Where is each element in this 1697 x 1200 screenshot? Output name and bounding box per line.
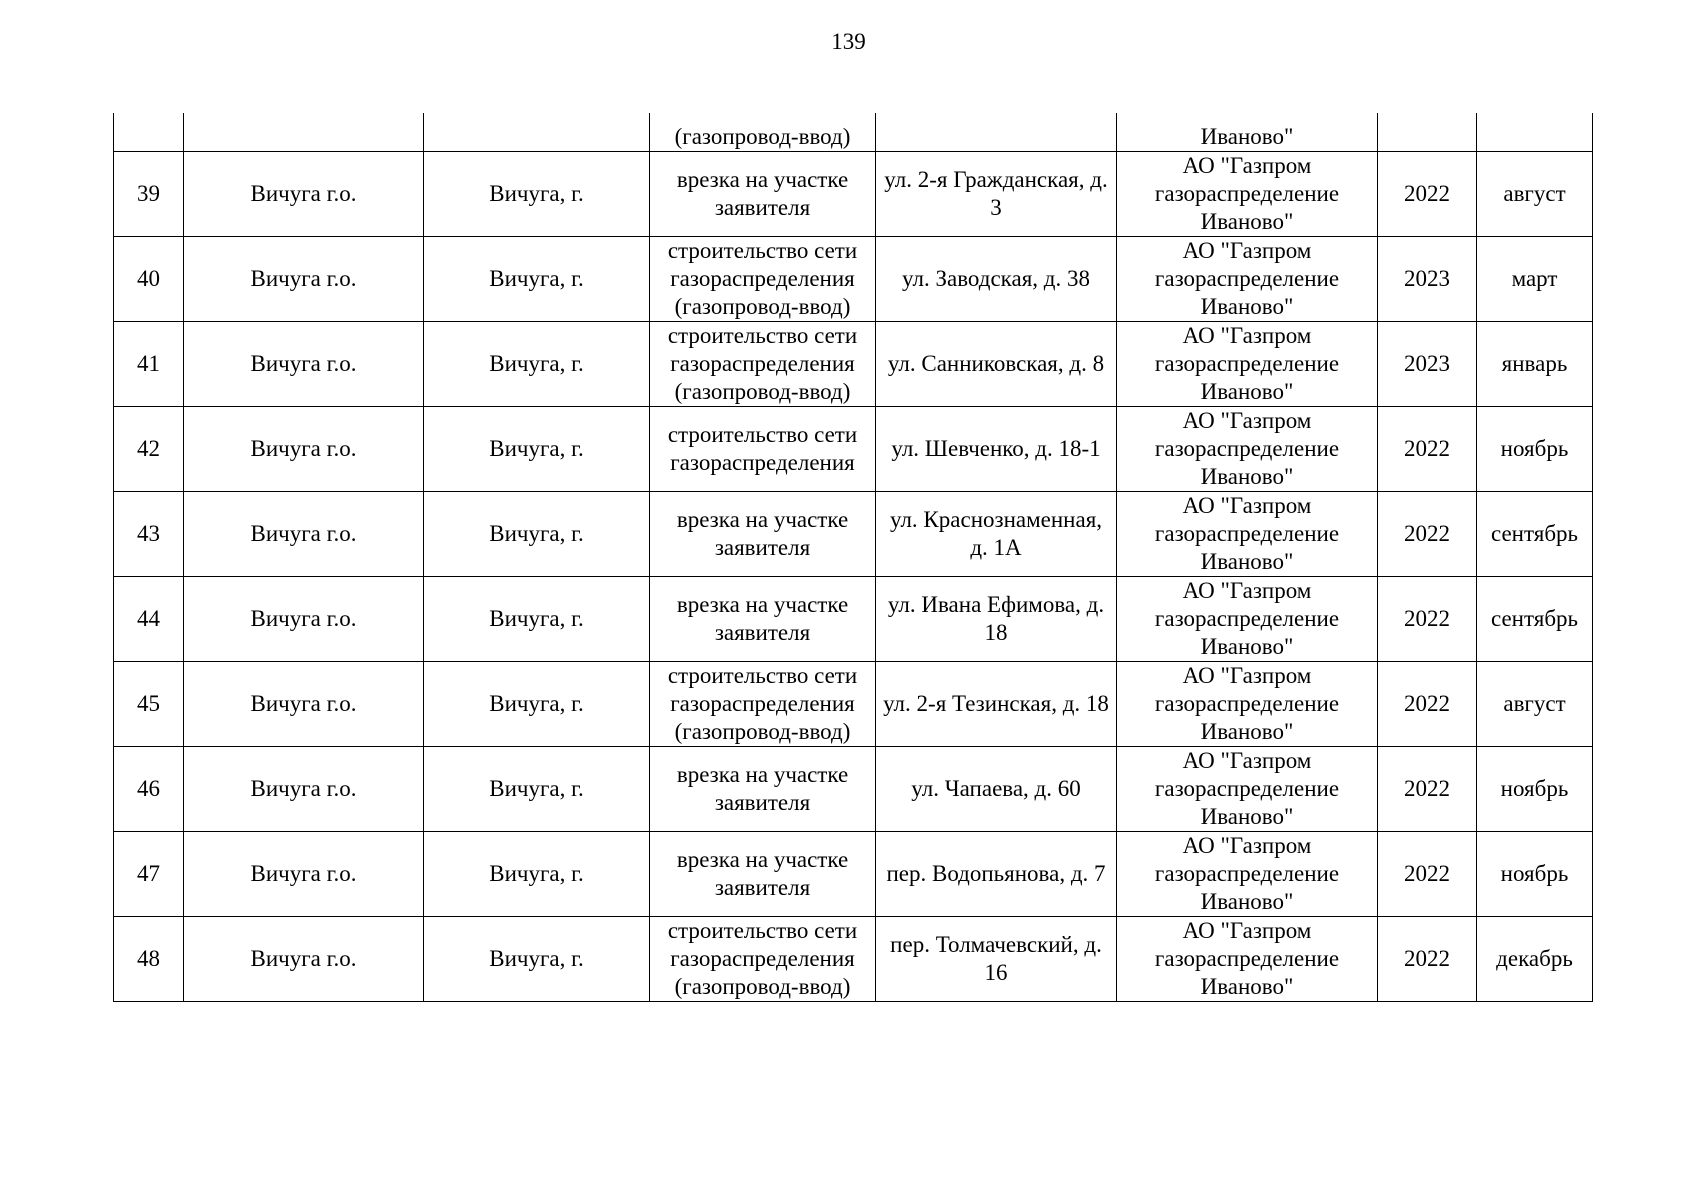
cell-district: Вичуга г.о. [184,577,424,662]
cell-num: 45 [114,662,184,747]
cell-year: 2022 [1378,152,1477,237]
cell-locality: Вичуга, г. [424,152,650,237]
table-row [114,237,1593,322]
cell-year: 2023 [1378,237,1477,322]
cell-year [1378,113,1477,152]
cell-work: строительство сети газораспределения (газопровод-ввод) [650,662,876,747]
table-row [114,662,1593,747]
cell-district [184,113,424,152]
cell-locality: Вичуга, г. [424,407,650,492]
cell-locality: Вичуга, г. [424,577,650,662]
cell-month: январь [1477,322,1593,407]
cell-address: пер. Водопьянова, д. 7 [876,832,1117,917]
cell-month: август [1477,662,1593,747]
cell-organization: АО "Газпром газораспределение Иваново" [1117,832,1378,917]
cell-work: врезка на участке заявителя [650,492,876,577]
cell-num: 40 [114,237,184,322]
cell-month: ноябрь [1477,832,1593,917]
cell-organization: АО "Газпром газораспределение Иваново" [1117,577,1378,662]
gasification-table [113,113,1593,1002]
cell-work: врезка на участке заявителя [650,832,876,917]
cell-year: 2022 [1378,747,1477,832]
table-row [114,407,1593,492]
cell-address: ул. Ивана Ефимова, д. 18 [876,577,1117,662]
cell-work: строительство сети газораспределения [650,407,876,492]
cell-organization: АО "Газпром газораспределение Иваново" [1117,917,1378,1002]
cell-year: 2022 [1378,662,1477,747]
cell-year: 2023 [1378,322,1477,407]
cell-month: сентябрь [1477,577,1593,662]
cell-address: ул. Краснознаменная, д. 1А [876,492,1117,577]
cell-work: врезка на участке заявителя [650,577,876,662]
cell-address: ул. Заводская, д. 38 [876,237,1117,322]
cell-year: 2022 [1378,832,1477,917]
cell-locality [424,113,650,152]
cell-year: 2022 [1378,407,1477,492]
cell-locality: Вичуга, г. [424,832,650,917]
cell-num: 48 [114,917,184,1002]
cell-district: Вичуга г.о. [184,832,424,917]
cell-address: ул. 2-я Гражданская, д. 3 [876,152,1117,237]
cell-work: строительство сети газораспределения (газопровод-ввод) [650,322,876,407]
cell-district: Вичуга г.о. [184,917,424,1002]
cell-address: ул. 2-я Тезинская, д. 18 [876,662,1117,747]
cell-locality: Вичуга, г. [424,237,650,322]
table-row [114,322,1593,407]
cell-num: 43 [114,492,184,577]
cell-month: сентябрь [1477,492,1593,577]
cell-work: врезка на участке заявителя [650,747,876,832]
cell-month: август [1477,152,1593,237]
cell-num: 44 [114,577,184,662]
table-row [114,917,1593,1002]
cell-district: Вичуга г.о. [184,237,424,322]
cell-work: (газопровод-ввод) [650,113,876,152]
cell-work: строительство сети газораспределения (газопровод-ввод) [650,237,876,322]
cell-district: Вичуга г.о. [184,492,424,577]
cell-num: 39 [114,152,184,237]
table-row [114,577,1593,662]
cell-year: 2022 [1378,917,1477,1002]
cell-organization: АО "Газпром газораспределение Иваново" [1117,322,1378,407]
table-row [114,152,1593,237]
page-number: 139 [831,29,866,54]
table-row [114,747,1593,832]
cell-year: 2022 [1378,577,1477,662]
cell-district: Вичуга г.о. [184,407,424,492]
cell-address: пер. Толмачевский, д. 16 [876,917,1117,1002]
cell-work: врезка на участке заявителя [650,152,876,237]
cell-num: 42 [114,407,184,492]
cell-locality: Вичуга, г. [424,322,650,407]
cell-num: 41 [114,322,184,407]
cell-locality: Вичуга, г. [424,917,650,1002]
cell-organization: АО "Газпром газораспределение Иваново" [1117,747,1378,832]
cell-month [1477,113,1593,152]
cell-address: ул. Чапаева, д. 60 [876,747,1117,832]
cell-address: ул. Санниковская, д. 8 [876,322,1117,407]
cell-organization: АО "Газпром газораспределение Иваново" [1117,492,1378,577]
cell-month: ноябрь [1477,407,1593,492]
cell-district: Вичуга г.о. [184,322,424,407]
cell-month: ноябрь [1477,747,1593,832]
cell-work: строительство сети газораспределения (газопровод-ввод) [650,917,876,1002]
cell-organization: Иваново" [1117,113,1378,152]
cell-district: Вичуга г.о. [184,152,424,237]
cell-locality: Вичуга, г. [424,662,650,747]
cell-organization: АО "Газпром газораспределение Иваново" [1117,407,1378,492]
cell-month: март [1477,237,1593,322]
cell-year: 2022 [1378,492,1477,577]
cell-num [114,113,184,152]
table-body [114,113,1593,1002]
cell-month: декабрь [1477,917,1593,1002]
cell-num: 47 [114,832,184,917]
cell-locality: Вичуга, г. [424,747,650,832]
cell-locality: Вичуга, г. [424,492,650,577]
continuation-row [114,113,1593,152]
cell-address [876,113,1117,152]
table-row [114,492,1593,577]
cell-address: ул. Шевченко, д. 18-1 [876,407,1117,492]
table-row [114,832,1593,917]
cell-district: Вичуга г.о. [184,747,424,832]
cell-organization: АО "Газпром газораспределение Иваново" [1117,237,1378,322]
cell-district: Вичуга г.о. [184,662,424,747]
cell-organization: АО "Газпром газораспределение Иваново" [1117,662,1378,747]
cell-organization: АО "Газпром газораспределение Иваново" [1117,152,1378,237]
cell-num: 46 [114,747,184,832]
